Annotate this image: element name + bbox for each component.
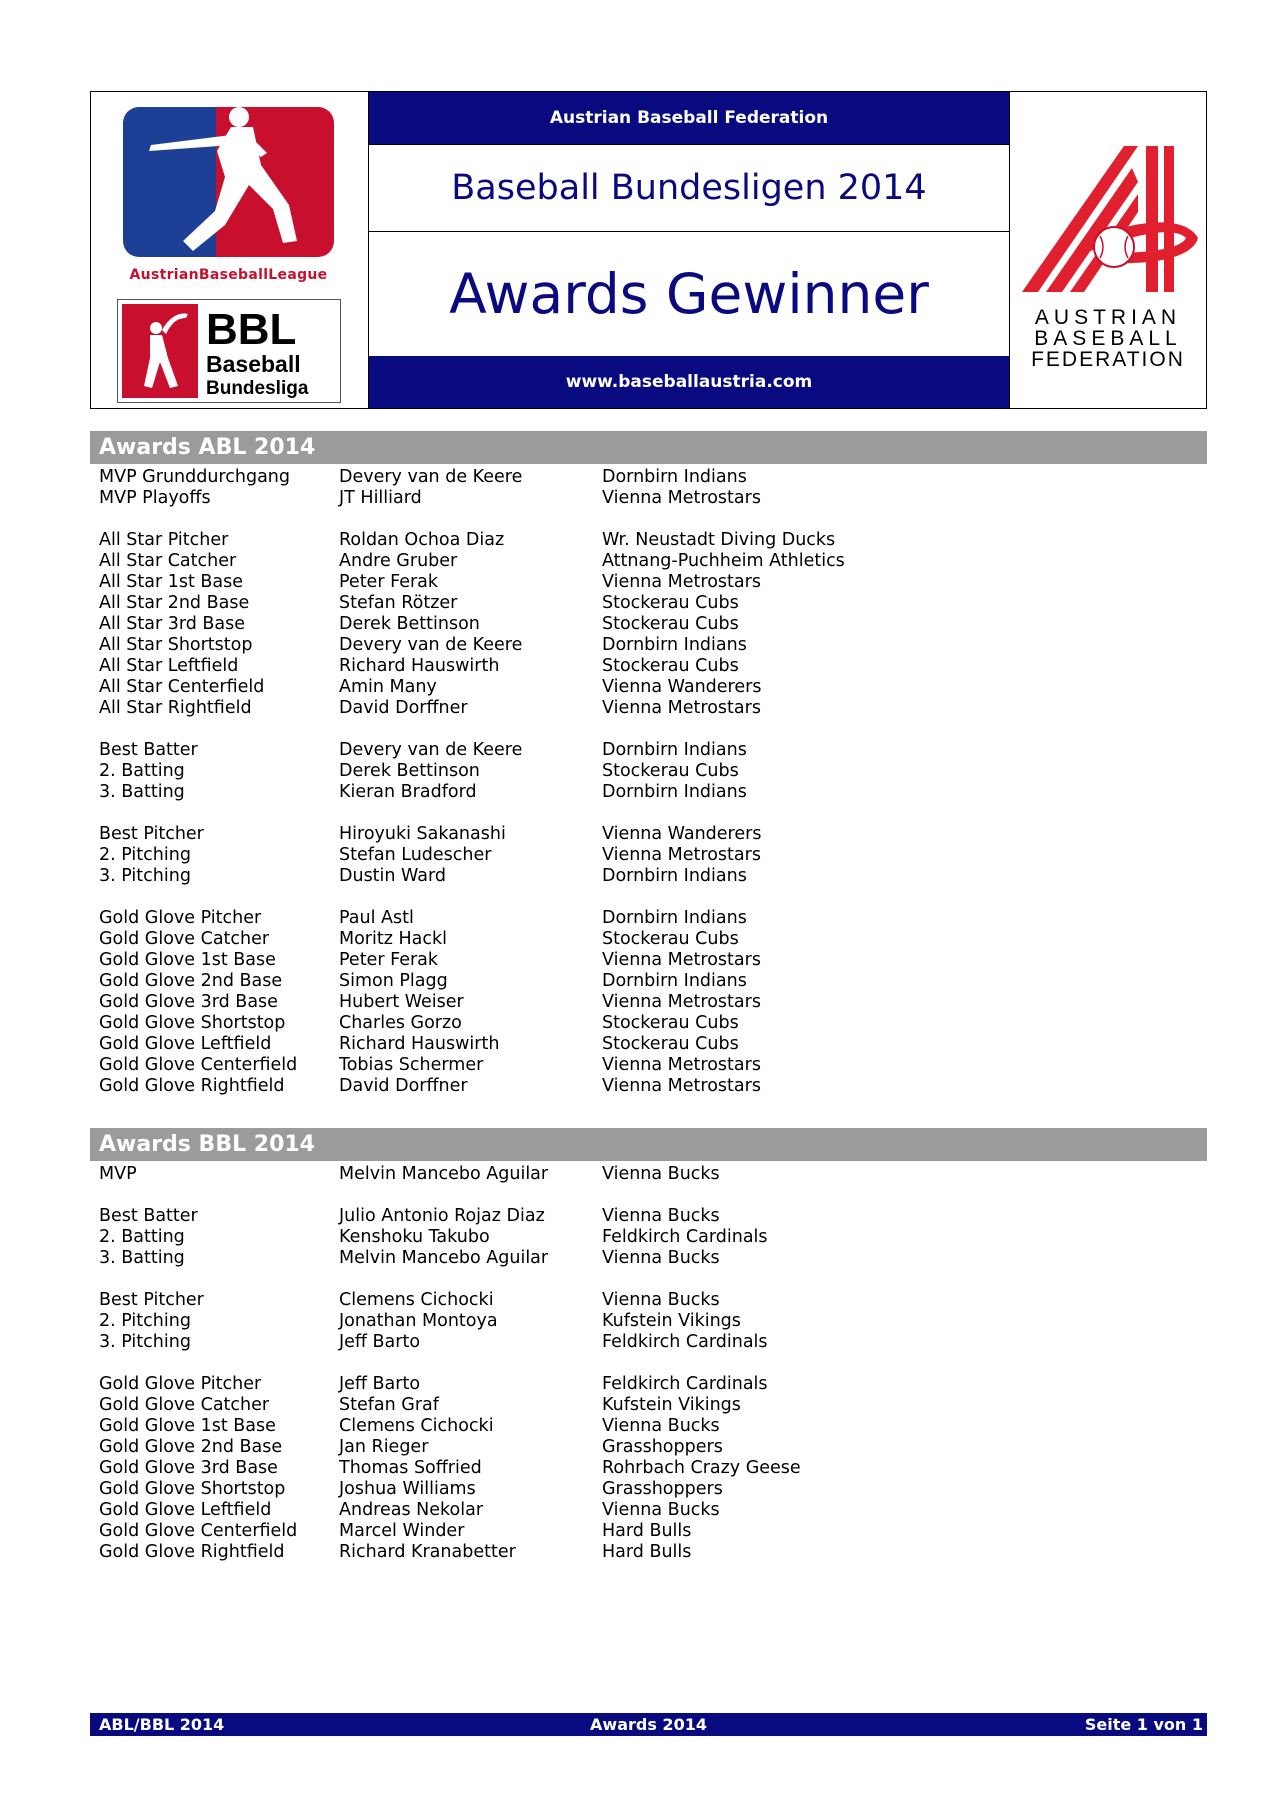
player-name: Clemens Cichocki	[339, 1290, 494, 1310]
team-name: Feldkirch Cardinals	[602, 1374, 768, 1394]
player-name: Melvin Mancebo Aguilar	[339, 1248, 549, 1268]
team-name: Vienna Metrostars	[602, 698, 761, 718]
award-row	[99, 1521, 1199, 1542]
team-name: Vienna Metrostars	[602, 950, 761, 970]
federation-band: Austrian Baseball Federation	[369, 92, 1009, 145]
award-name: Best Batter	[99, 740, 198, 760]
header-center	[369, 92, 1009, 408]
player-name: Simon Plagg	[339, 971, 448, 991]
award-name: All Star 2nd Base	[99, 593, 250, 613]
team-name: Grasshoppers	[602, 1479, 723, 1499]
award-row	[99, 1332, 1199, 1353]
abf-logo-line3: FEDERATION	[1031, 348, 1185, 371]
team-name: Stockerau Cubs	[602, 593, 739, 613]
award-name: Gold Glove Pitcher	[99, 1374, 262, 1394]
group-spacer	[99, 803, 1199, 824]
player-name: Richard Kranabetter	[339, 1542, 516, 1562]
team-name: Kufstein Vikings	[602, 1311, 741, 1331]
award-name: All Star Rightfield	[99, 698, 252, 718]
award-name: 3. Batting	[99, 1248, 185, 1268]
award-row	[99, 1500, 1199, 1521]
team-name: Vienna Bucks	[602, 1206, 720, 1226]
team-name: Feldkirch Cardinals	[602, 1227, 768, 1247]
team-name: Stockerau Cubs	[602, 761, 739, 781]
team-name: Vienna Bucks	[602, 1500, 720, 1520]
abl-logo-text: AustrianBaseballLeague	[129, 267, 328, 283]
player-name: Andre Gruber	[339, 551, 458, 571]
player-name: David Dorffner	[339, 698, 468, 718]
award-row	[99, 1227, 1199, 1248]
award-name: MVP	[99, 1164, 137, 1184]
award-name: Gold Glove 3rd Base	[99, 992, 278, 1012]
player-name: Jeff Barto	[339, 1332, 421, 1352]
award-name: Gold Glove 1st Base	[99, 1416, 276, 1436]
abf-logo-line1: AUSTRIAN	[1034, 306, 1182, 329]
player-name: Derek Bettinson	[339, 614, 480, 634]
award-row	[99, 1437, 1199, 1458]
section-heading-bbl: Awards BBL 2014	[90, 1128, 1207, 1161]
team-name: Vienna Metrostars	[602, 845, 761, 865]
abf-logo-line2: BASEBALL	[1034, 327, 1182, 350]
player-name: Amin Many	[339, 677, 437, 697]
document-subtitle: Baseball Bundesligen 2014	[369, 145, 1009, 232]
player-name: Richard Hauswirth	[339, 656, 500, 676]
team-name: Stockerau Cubs	[602, 614, 739, 634]
player-name: Andreas Nekolar	[339, 1500, 484, 1520]
award-row	[99, 1076, 1199, 1097]
award-row	[99, 593, 1199, 614]
player-name: Stefan Ludescher	[339, 845, 492, 865]
player-name: Clemens Cichocki	[339, 1416, 494, 1436]
team-name: Stockerau Cubs	[602, 1013, 739, 1033]
award-row	[99, 1055, 1199, 1076]
team-name: Stockerau Cubs	[602, 656, 739, 676]
bbl-logo	[117, 299, 341, 403]
award-name: All Star Catcher	[99, 551, 237, 571]
player-name: Hubert Weiser	[339, 992, 464, 1012]
award-row	[99, 1164, 1199, 1185]
award-row	[99, 1479, 1199, 1500]
team-name: Vienna Wanderers	[602, 677, 762, 697]
award-name: MVP Playoffs	[99, 488, 211, 508]
player-name: Hiroyuki Sakanashi	[339, 824, 506, 844]
player-name: Thomas Soffried	[339, 1458, 482, 1478]
team-name: Dornbirn Indians	[602, 740, 747, 760]
award-name: MVP Grunddurchgang	[99, 467, 290, 487]
player-name: Moritz Hackl	[339, 929, 447, 949]
award-row	[99, 1416, 1199, 1437]
team-name: Wr. Neustadt Diving Ducks	[602, 530, 836, 550]
group-spacer	[99, 1185, 1199, 1206]
award-name: All Star Leftfield	[99, 656, 239, 676]
award-name: All Star Shortstop	[99, 635, 253, 655]
player-name: Julio Antonio Rojaz Diaz	[339, 1206, 545, 1226]
award-name: 2. Batting	[99, 761, 185, 781]
award-row	[99, 824, 1199, 845]
award-name: Gold Glove Catcher	[99, 929, 270, 949]
player-name: Melvin Mancebo Aguilar	[339, 1164, 549, 1184]
player-name: Jonathan Montoya	[339, 1311, 498, 1331]
team-name: Feldkirch Cardinals	[602, 1332, 768, 1352]
team-name: Dornbirn Indians	[602, 908, 747, 928]
award-name: Gold Glove Centerfield	[99, 1521, 298, 1541]
award-row	[99, 1374, 1199, 1395]
page-footer	[90, 1713, 1207, 1736]
team-name: Rohrbach Crazy Geese	[602, 1458, 801, 1478]
award-name: Gold Glove Centerfield	[99, 1055, 298, 1075]
group-spacer	[99, 1353, 1199, 1374]
player-name: JT Hilliard	[339, 488, 422, 508]
bbl-awards-list	[99, 1164, 1199, 1563]
team-name: Vienna Metrostars	[602, 488, 761, 508]
league-logos	[91, 92, 369, 408]
award-row	[99, 572, 1199, 593]
team-name: Vienna Bucks	[602, 1416, 720, 1436]
player-name: Charles Gorzo	[339, 1013, 462, 1033]
player-name: Derek Bettinson	[339, 761, 480, 781]
team-name: Vienna Bucks	[602, 1248, 720, 1268]
team-name: Dornbirn Indians	[602, 782, 747, 802]
player-name: Richard Hauswirth	[339, 1034, 500, 1054]
footer-page-number: Seite 1 von 1	[1084, 1715, 1203, 1734]
award-name: Gold Glove Rightfield	[99, 1076, 285, 1096]
player-name: Stefan Graf	[339, 1395, 439, 1415]
award-name: 3. Pitching	[99, 1332, 191, 1352]
section-heading-abl: Awards ABL 2014	[90, 431, 1207, 464]
team-name: Hard Bulls	[602, 1521, 692, 1541]
player-name: Tobias Schermer	[339, 1055, 484, 1075]
team-name: Dornbirn Indians	[602, 971, 747, 991]
player-name: Jan Rieger	[339, 1437, 429, 1457]
award-row	[99, 488, 1199, 509]
award-name: All Star 3rd Base	[99, 614, 246, 634]
player-name: Peter Ferak	[339, 572, 439, 592]
team-name: Grasshoppers	[602, 1437, 723, 1457]
award-row	[99, 467, 1199, 488]
player-name: Stefan Rötzer	[339, 593, 458, 613]
award-row	[99, 1458, 1199, 1479]
website-link[interactable]: www.baseballaustria.com	[369, 356, 1009, 408]
group-spacer	[99, 719, 1199, 740]
abf-logo	[1014, 142, 1202, 390]
document-title: Awards Gewinner	[449, 262, 929, 326]
footer-left: ABL/BBL 2014	[99, 1715, 225, 1734]
player-name: Paul Astl	[339, 908, 414, 928]
award-name: Gold Glove Shortstop	[99, 1479, 286, 1499]
bbl-logo-line3: Bundesliga	[206, 378, 309, 399]
award-name: 2. Batting	[99, 1227, 185, 1247]
award-row	[99, 677, 1199, 698]
award-name: Gold Glove Leftfield	[99, 1500, 272, 1520]
player-name: Dustin Ward	[339, 866, 446, 886]
abl-logo	[121, 105, 336, 259]
award-name: 2. Pitching	[99, 1311, 191, 1331]
award-row	[99, 866, 1199, 887]
player-name: Joshua Williams	[339, 1479, 476, 1499]
player-name: Peter Ferak	[339, 950, 439, 970]
player-name: Marcel Winder	[339, 1521, 465, 1541]
footer-center: Awards 2014	[590, 1715, 707, 1734]
document-header	[90, 91, 1207, 409]
award-name: 3. Batting	[99, 782, 185, 802]
award-name: Gold Glove Pitcher	[99, 908, 262, 928]
award-row	[99, 530, 1199, 551]
award-row	[99, 1311, 1199, 1332]
award-row	[99, 761, 1199, 782]
team-name: Vienna Metrostars	[602, 992, 761, 1012]
group-spacer	[99, 509, 1199, 530]
award-row	[99, 845, 1199, 866]
team-name: Vienna Metrostars	[602, 1055, 761, 1075]
player-name: Devery van de Keere	[339, 740, 523, 760]
award-name: 3. Pitching	[99, 866, 191, 886]
award-name: Gold Glove 3rd Base	[99, 1458, 278, 1478]
award-row	[99, 614, 1199, 635]
award-row	[99, 551, 1199, 572]
team-name: Vienna Wanderers	[602, 824, 762, 844]
award-row	[99, 971, 1199, 992]
award-name: Gold Glove Catcher	[99, 1395, 270, 1415]
award-name: All Star Pitcher	[99, 530, 229, 550]
team-name: Vienna Bucks	[602, 1290, 720, 1310]
award-row	[99, 992, 1199, 1013]
team-name: Vienna Bucks	[602, 1164, 720, 1184]
award-name: 2. Pitching	[99, 845, 191, 865]
player-name: Devery van de Keere	[339, 467, 523, 487]
award-row	[99, 929, 1199, 950]
federation-logo-panel	[1009, 92, 1207, 408]
award-name: Gold Glove Leftfield	[99, 1034, 272, 1054]
player-name: Kenshoku Takubo	[339, 1227, 490, 1247]
award-name: Best Pitcher	[99, 1290, 204, 1310]
award-row	[99, 950, 1199, 971]
player-name: David Dorffner	[339, 1076, 468, 1096]
bbl-logo-big-text: BBL	[206, 305, 297, 354]
award-row	[99, 740, 1199, 761]
team-name: Dornbirn Indians	[602, 866, 747, 886]
team-name: Stockerau Cubs	[602, 929, 739, 949]
team-name: Dornbirn Indians	[602, 635, 747, 655]
player-name: Devery van de Keere	[339, 635, 523, 655]
team-name: Attnang-Puchheim Athletics	[602, 551, 845, 571]
award-name: Gold Glove 1st Base	[99, 950, 276, 970]
award-row	[99, 1248, 1199, 1269]
award-row	[99, 782, 1199, 803]
player-name: Roldan Ochoa Diaz	[339, 530, 505, 550]
award-row	[99, 698, 1199, 719]
award-name: Gold Glove Rightfield	[99, 1542, 285, 1562]
player-name: Kieran Bradford	[339, 782, 477, 802]
team-name: Vienna Metrostars	[602, 1076, 761, 1096]
award-name: Gold Glove 2nd Base	[99, 1437, 283, 1457]
award-name: Best Batter	[99, 1206, 198, 1226]
award-row	[99, 1013, 1199, 1034]
group-spacer	[99, 887, 1199, 908]
team-name: Stockerau Cubs	[602, 1034, 739, 1054]
award-name: Best Pitcher	[99, 824, 204, 844]
team-name: Dornbirn Indians	[602, 467, 747, 487]
award-name: All Star Centerfield	[99, 677, 265, 697]
award-row	[99, 1395, 1199, 1416]
bbl-logo-line2: Baseball	[206, 351, 301, 377]
group-spacer	[99, 1269, 1199, 1290]
award-name: Gold Glove Shortstop	[99, 1013, 286, 1033]
award-row	[99, 656, 1199, 677]
team-name: Vienna Metrostars	[602, 572, 761, 592]
award-name: All Star 1st Base	[99, 572, 243, 592]
award-row	[99, 635, 1199, 656]
award-row	[99, 1206, 1199, 1227]
team-name: Hard Bulls	[602, 1542, 692, 1562]
award-row	[99, 1542, 1199, 1563]
award-row	[99, 1290, 1199, 1311]
award-name: Gold Glove 2nd Base	[99, 971, 283, 991]
player-name: Jeff Barto	[339, 1374, 421, 1394]
award-row	[99, 908, 1199, 929]
award-row	[99, 1034, 1199, 1055]
abl-awards-list	[99, 467, 1199, 1097]
team-name: Kufstein Vikings	[602, 1395, 741, 1415]
